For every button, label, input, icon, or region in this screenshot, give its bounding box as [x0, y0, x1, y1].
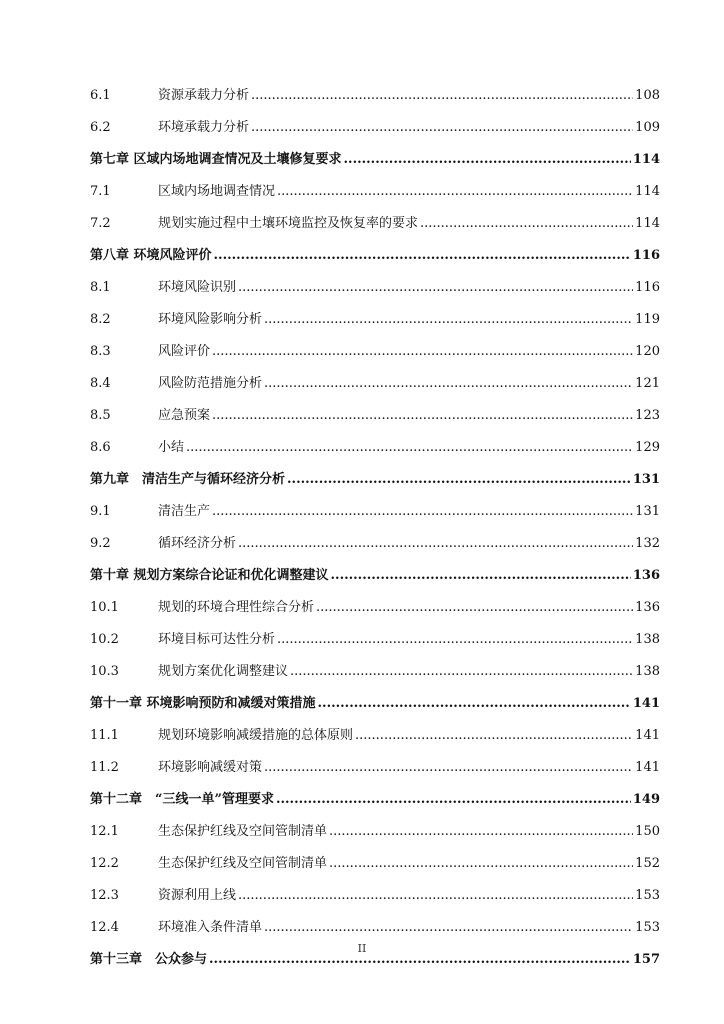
- toc-dot-leader: [318, 688, 631, 720]
- toc-entry-number: 9.2: [90, 536, 111, 551]
- toc-entry-title: 风险防范措施分析: [158, 376, 263, 391]
- toc-section-entry[interactable]: [90, 176, 660, 208]
- toc-dot-leader: [329, 848, 633, 880]
- toc-dot-leader: [331, 560, 631, 592]
- toc-section-entry[interactable]: [90, 816, 660, 848]
- toc-entry-page: 141: [635, 728, 660, 743]
- toc-entry-number: 12.2: [90, 856, 119, 871]
- toc-section-entry[interactable]: [90, 432, 660, 464]
- toc-entry-page: 153: [635, 888, 660, 903]
- toc-entry-title: 第七章 区域内场地调查情况及土壤修复要求: [90, 152, 342, 167]
- toc-entry-page: 152: [635, 856, 660, 871]
- toc-entry-title: 第十一章 环境影响预防和减缓对策措施: [90, 696, 316, 711]
- toc-dot-leader: [264, 304, 633, 336]
- toc-entry-number: 8.6: [90, 440, 111, 455]
- toc-dot-leader: [186, 432, 633, 464]
- toc-entry-page: 129: [635, 440, 660, 455]
- toc-entry-page: 108: [635, 88, 660, 103]
- toc-entry-title: 规划环境影响减缓措施的总体原则: [158, 728, 354, 743]
- toc-entry-page: 114: [635, 184, 660, 199]
- toc-entry-number: 7.1: [90, 184, 111, 199]
- toc-section-entry[interactable]: [90, 528, 660, 560]
- toc-entry-title: 区域内场地调查情况: [158, 184, 276, 199]
- toc-chapter-entry[interactable]: [90, 144, 660, 176]
- toc-dot-leader: [290, 656, 633, 688]
- toc-chapter-entry[interactable]: [90, 688, 660, 720]
- toc-dot-leader: [238, 880, 633, 912]
- toc-entry-title: 第八章 环境风险评价: [90, 248, 212, 263]
- toc-entry-page: 136: [632, 568, 660, 583]
- toc-dot-leader: [287, 464, 631, 496]
- toc-entry-number: 11.2: [90, 760, 119, 775]
- toc-dot-leader: [344, 144, 631, 176]
- toc-dot-leader: [251, 112, 633, 144]
- toc-entry-title: 应急预案: [158, 408, 211, 423]
- toc-entry-number: 8.2: [90, 312, 111, 327]
- toc-entry-title: 第十二章 “三线一单”管理要求: [90, 792, 274, 807]
- toc-section-entry[interactable]: [90, 624, 660, 656]
- toc-dot-leader: [277, 176, 633, 208]
- toc-entry-number: 8.3: [90, 344, 111, 359]
- toc-entry-page: 116: [632, 248, 660, 263]
- toc-dot-leader: [264, 912, 633, 944]
- toc-section-entry[interactable]: [90, 496, 660, 528]
- toc-chapter-entry[interactable]: [90, 784, 660, 816]
- toc-entry-title: 第九章 清洁生产与循环经济分析: [90, 472, 286, 487]
- toc-dot-leader: [264, 752, 633, 784]
- toc-entry-number: 7.2: [90, 216, 111, 231]
- toc-entry-page: 114: [632, 152, 660, 167]
- toc-chapter-entry[interactable]: [90, 240, 660, 272]
- toc-entry-page: 138: [635, 664, 660, 679]
- toc-dot-leader: [212, 496, 633, 528]
- toc-entry-page: 141: [635, 760, 660, 775]
- toc-entry-page: 138: [635, 632, 660, 647]
- toc-section-entry[interactable]: [90, 336, 660, 368]
- toc-entry-title: 规划实施过程中土壤环境监控及恢复率的要求: [158, 216, 419, 231]
- toc-entry-number: 9.1: [90, 504, 111, 519]
- toc-entry-title: 环境风险识别: [158, 280, 237, 295]
- toc-dot-leader: [251, 80, 633, 112]
- toc-entry-title: 环境风险影响分析: [158, 312, 263, 327]
- toc-entry-number: 12.3: [90, 888, 119, 903]
- toc-entry-number: 6.1: [90, 88, 111, 103]
- toc-entry-number: 8.4: [90, 376, 111, 391]
- toc-dot-leader: [238, 272, 633, 304]
- page-number-footer: II: [357, 942, 367, 955]
- toc-entry-number: 10.1: [90, 600, 119, 615]
- toc-entry-page: 123: [635, 408, 660, 423]
- toc-entry-title: 风险评价: [158, 344, 211, 359]
- toc-entry-title: 生态保护红线及空间管制清单: [158, 824, 328, 839]
- toc-section-entry[interactable]: [90, 304, 660, 336]
- toc-section-entry[interactable]: [90, 656, 660, 688]
- toc-entry-page: 131: [635, 504, 660, 519]
- toc-entry-title: 生态保护红线及空间管制清单: [158, 856, 328, 871]
- toc-entry-page: 136: [635, 600, 660, 615]
- toc-entry-title: 环境承载力分析: [158, 120, 250, 135]
- toc-dot-leader: [355, 720, 633, 752]
- toc-entry-number: 10.2: [90, 632, 119, 647]
- toc-entry-number: 12.1: [90, 824, 119, 839]
- toc-entry-title: 第十章 规划方案综合论证和优化调整建议: [90, 568, 329, 583]
- toc-entry-title: 第十三章 公众参与: [90, 952, 208, 967]
- toc-section-entry[interactable]: [90, 368, 660, 400]
- toc-section-entry[interactable]: [90, 80, 660, 112]
- toc-entry-number: 6.2: [90, 120, 111, 135]
- toc-section-entry[interactable]: [90, 208, 660, 240]
- toc-entry-number: 10.3: [90, 664, 119, 679]
- toc-section-entry[interactable]: [90, 272, 660, 304]
- toc-section-entry[interactable]: [90, 592, 660, 624]
- toc-entry-page: 132: [635, 536, 660, 551]
- toc-entry-title: 环境目标可达性分析: [158, 632, 276, 647]
- toc-entry-title: 循环经济分析: [158, 536, 237, 551]
- toc-entry-number: 12.4: [90, 920, 119, 935]
- toc-section-entry[interactable]: [90, 720, 660, 752]
- toc-entry-page: 150: [635, 824, 660, 839]
- toc-dot-leader: [212, 336, 633, 368]
- toc-dot-leader: [276, 784, 631, 816]
- toc-entry-page: 149: [632, 792, 660, 807]
- toc-section-entry[interactable]: [90, 848, 660, 880]
- toc-entry-title: 规划方案优化调整建议: [158, 664, 289, 679]
- toc-entry-number: 8.5: [90, 408, 111, 423]
- toc-section-entry[interactable]: [90, 752, 660, 784]
- toc-entry-title: 小结: [158, 440, 185, 455]
- toc-entry-page: 120: [635, 344, 660, 359]
- toc-section-entry[interactable]: [90, 112, 660, 144]
- toc-section-entry[interactable]: [90, 912, 660, 944]
- toc-entry-number: 11.1: [90, 728, 119, 743]
- toc-entry-title: 环境影响减缓对策: [158, 760, 263, 775]
- toc-dot-leader: [212, 400, 633, 432]
- toc-chapter-entry[interactable]: [90, 560, 660, 592]
- toc-entry-page: 153: [635, 920, 660, 935]
- toc-dot-leader: [238, 528, 633, 560]
- toc-entry-page: 131: [632, 472, 660, 487]
- toc-dot-leader: [277, 624, 633, 656]
- table-of-contents: [90, 80, 660, 976]
- toc-entry-title: 规划的环境合理性综合分析: [158, 600, 315, 615]
- toc-entry-title: 资源承载力分析: [158, 88, 250, 103]
- toc-dot-leader: [420, 208, 633, 240]
- toc-entry-page: 121: [635, 376, 660, 391]
- toc-dot-leader: [316, 592, 633, 624]
- toc-entry-title: 资源利用上线: [158, 888, 237, 903]
- toc-entry-title: 环境准入条件清单: [158, 920, 263, 935]
- toc-entry-page: 157: [632, 952, 660, 967]
- toc-chapter-entry[interactable]: [90, 464, 660, 496]
- toc-section-entry[interactable]: [90, 400, 660, 432]
- toc-dot-leader: [329, 816, 633, 848]
- toc-entry-title: 清洁生产: [158, 504, 211, 519]
- toc-entry-page: 109: [635, 120, 660, 135]
- toc-entry-page: 119: [635, 312, 660, 327]
- toc-entry-page: 114: [635, 216, 660, 231]
- toc-entry-number: 8.1: [90, 280, 111, 295]
- toc-section-entry[interactable]: [90, 880, 660, 912]
- toc-dot-leader: [264, 368, 633, 400]
- toc-entry-page: 116: [635, 280, 660, 295]
- toc-dot-leader: [214, 240, 631, 272]
- toc-entry-page: 141: [632, 696, 660, 711]
